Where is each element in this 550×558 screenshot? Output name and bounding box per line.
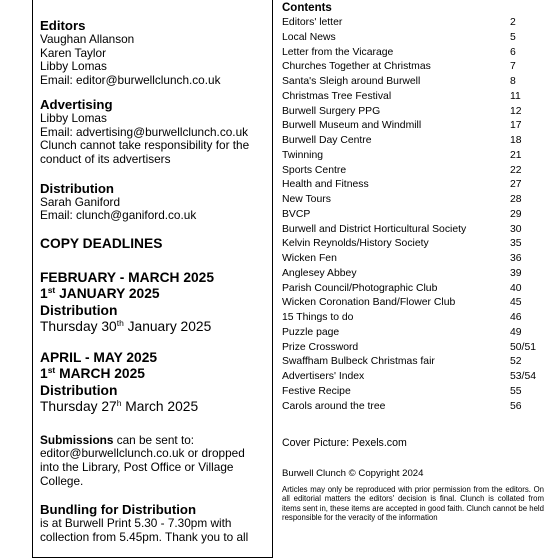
contents-entry-title: Burwell Surgery PPG [282,105,381,117]
issue-months: APRIL - MAY 2025 [40,349,158,365]
advertising-section [40,97,270,167]
contents-entry[interactable] [282,106,544,121]
contents-entry[interactable] [282,47,544,62]
contents-entry-title: Swaffham Bulbeck Christmas fair [282,356,435,368]
contents-entry-title: Letter from the Vicarage [282,46,394,58]
contents-entry[interactable] [282,150,544,165]
contents-entry-title: Festive Recipe [282,385,351,397]
contents-entry-title: Christmas Tree Festival [282,90,392,102]
contents-entry-page: 35 [510,238,522,250]
submissions-detail: College. [40,473,84,488]
contents-entry-page: 7 [510,61,516,73]
distribution-section [40,181,270,223]
advertising-heading: Advertising [40,96,113,112]
contents-entry[interactable] [282,194,544,209]
distribution-label: Distribution [40,302,118,318]
copyright-notice: Burwell Clunch © Copyright 2024 [282,468,424,480]
contents-heading: Contents [282,2,332,14]
contents-entry-page: 45 [510,297,522,309]
contents-entry-title: BVCP [282,208,311,220]
copy-deadlines-heading: COPY DEADLINES [40,236,163,252]
contents-entry[interactable] [282,179,544,194]
contents-entry-page: 21 [510,149,522,161]
editor-name: Vaughan Allanson [40,32,135,46]
contents-entry-page: 27 [510,179,522,191]
editor-email: Email: editor@burwellclunch.co.uk [40,73,221,88]
contents-entry-title: Burwell and District Horticultural Society [282,223,467,235]
submissions-detail: editor@burwellclunch.co.uk or dropped [40,446,245,461]
contents-entry-title: New Tours [282,194,331,205]
advertising-contact: Libby Lomas [40,110,107,125]
contents-entry-title: Advertisers' Index [282,371,365,382]
contents-entry-title: Twinning [282,149,324,161]
bundling-section [40,502,270,544]
contents-entry[interactable] [282,165,544,180]
contents-entry-title: Wicken Coronation Band/Flower Club [282,297,456,309]
contents-entry-page: 49 [510,326,522,338]
distribution-contact: Sarah Ganiford [40,194,121,209]
contents-entry[interactable] [282,371,544,386]
contents-entry-title: 15 Things to do [282,312,354,323]
contents-entry[interactable] [282,17,544,32]
submissions-detail: into the Library, Post Office or Village [40,459,234,474]
contents-entry-page: 56 [510,400,522,412]
deadline-block [40,270,270,336]
contents-entry[interactable] [282,61,544,76]
contents-entry-page: 46 [510,312,522,323]
copy-deadline-date: 1st JANUARY 2025 [40,285,160,302]
copy-deadlines-section [40,236,270,416]
contents-entry-page: 40 [510,282,522,294]
contents-entry[interactable] [282,268,544,283]
contents-entry[interactable] [282,312,544,327]
editor-name: Libby Lomas [40,59,107,74]
contents-entry[interactable] [282,283,544,298]
contents-entry-page: 29 [510,208,522,220]
contents-entry[interactable] [282,342,544,357]
submissions-intro: Submissions can be sent to: [40,432,195,447]
editor-name: Karen Taylor [40,45,107,60]
contents-entry-title: Churches Together at Christmas [282,61,431,73]
contents-entry-title: Parish Council/Photographic Club [282,282,438,294]
contents-entry-title: Burwell Day Centre [282,135,372,146]
distribution-email: Email: clunch@ganiford.co.uk [40,208,197,223]
contents-entry-page: 12 [510,105,522,117]
contents-column [282,0,544,522]
contents-entry[interactable] [282,120,544,135]
contents-entry-page: 17 [510,120,522,132]
contents-entry-page: 18 [510,135,522,146]
contents-entry-page: 39 [510,267,522,279]
contents-entry[interactable] [282,253,544,268]
contents-entry-page: 6 [510,46,516,58]
contents-entry-title: Kelvin Reynolds/History Society [282,238,429,250]
distribution-date: Thursday 27$^h$ March 2025 [40,398,199,415]
copy-deadline-date: 1st MARCH 2025 [40,365,145,382]
disclaimer-text: Articles may only be reproduced with prior permission from the editors. On all editorial matters the editors' decision is final. Clunch is collated from items sent in, these items are accepted in good faith. Clunch cannot be held responsible for the veracity of the information [282,485,544,522]
contents-entry[interactable] [282,297,544,312]
contents-entry-page: 55 [510,385,522,397]
contents-entry-page: 53/54 [510,371,537,382]
contents-entry-title: Anglesey Abbey [282,267,357,279]
contents-entry-page: 52 [510,356,522,368]
submissions-section [40,434,270,489]
contents-entry-title: Local News [282,31,336,43]
contents-entry[interactable] [282,76,544,91]
bundling-detail: collection from 5.45pm. Thank you to all [40,530,249,545]
contents-entry-page: 11 [510,90,521,102]
contents-entry[interactable] [282,356,544,371]
contents-entry-title: Editors' letter [282,17,343,28]
contents-entry-title: Burwell Museum and Windmill [282,120,422,132]
advertising-email: Email: advertising@burwellclunch.co.uk [40,124,249,139]
contents-entry-page: 36 [510,253,522,264]
bundling-detail: is at Burwell Print 5.30 - 7.30pm with [40,516,232,531]
contents-entry[interactable] [282,91,544,106]
advertising-disclaimer: conduct of its advertisers [40,151,171,166]
issue-months: FEBRUARY - MARCH 2025 [40,269,215,285]
contents-entry[interactable] [282,386,544,401]
contents-entry-title: Sports Centre [282,164,347,176]
contents-entry-page: 2 [510,17,516,28]
contents-entry-page: 22 [510,164,522,176]
cover-picture-credit: Cover Picture: Pexels.com [282,437,407,450]
contents-entry-title: Wicken Fen [282,253,337,264]
contents-entry-title: Health and Fitness [282,179,369,191]
distribution-label: Distribution [40,382,118,398]
info-column [40,0,270,545]
editors-heading: Editors [40,18,86,33]
contents-entry[interactable] [282,135,544,150]
distribution-heading: Distribution [40,180,114,196]
contents-entry-title: Puzzle page [282,326,340,338]
contents-entry[interactable] [282,209,544,224]
contents-entry-title: Prize Crossword [282,341,359,353]
distribution-date: Thursday 30th January 2025 [40,318,212,335]
contents-entry-page: 30 [510,223,522,235]
contents-entry[interactable] [282,238,544,253]
deadline-block [40,350,270,416]
bundling-heading: Bundling for Distribution [40,502,197,518]
contents-entry[interactable] [282,32,544,47]
contents-entry-page: 28 [510,194,522,205]
contents-entry-page: 5 [510,31,516,43]
contents-entry[interactable] [282,327,544,342]
editors-section [40,18,270,88]
contents-entry[interactable] [282,401,544,416]
contents-entry-page: 50/51 [510,341,537,353]
contents-entry-title: Santa's Sleigh around Burwell [282,76,421,87]
advertising-disclaimer: Clunch cannot take responsibility for the [40,138,250,153]
contents-list [282,17,544,415]
contents-entry-title: Carols around the tree [282,400,386,412]
contents-entry-page: 8 [510,76,516,87]
contents-entry[interactable] [282,224,544,239]
